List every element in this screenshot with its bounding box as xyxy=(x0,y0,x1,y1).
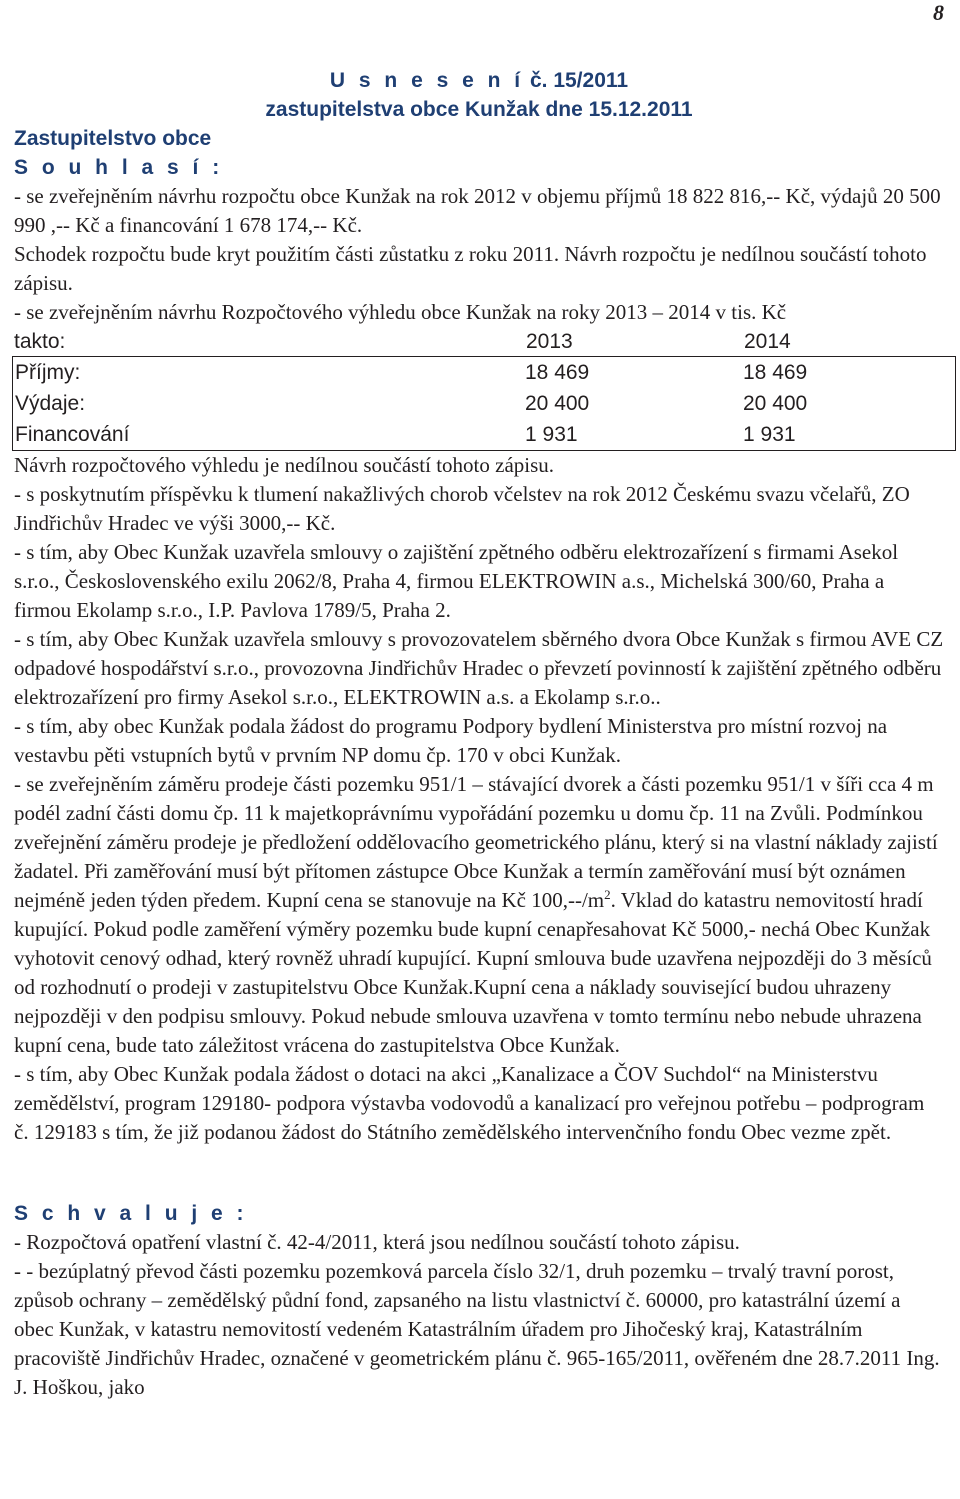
value-2013: 20 400 xyxy=(525,392,590,415)
subsidy-paragraph: - s tím, aby Obec Kunžak podala žádost o dotaci na akci „Kanalizace a ČOV Suchdol“ na Ministerstvu zemědělství, program 129180- podpora výstavba vodovodů a kanalizací pro veřejnou potřebu – podprogram č. 129183 s tím, že již podanou žádost do Státního zemědělského intervenčního fondu Obec vezme zpět. xyxy=(14,1062,925,1144)
land-sale-paragraph xyxy=(14,770,944,1060)
section-spacer xyxy=(14,1147,944,1199)
budget-paragraph-2: Schodek rozpočtu bude kryt použitím části zůstatku z roku 2011. Návrh rozpočtu je nedílnou součástí tohoto zápisu. xyxy=(14,242,927,295)
souhlasi-item: - s tím, aby obec Kunžak podala žádost do programu Podpory bydlení Ministerstva pro místní rozvoj na vestavbu pěti vstupních bytů v prvním NP domu čp. 170 v obci Kunžak. xyxy=(14,714,888,767)
value-2013: 18 469 xyxy=(525,361,590,384)
year-2013-header: 2013 xyxy=(526,330,573,353)
takto-label: takto: xyxy=(14,330,66,353)
resolution-heading: U s n e s e n í xyxy=(329,69,525,92)
document-header xyxy=(14,66,944,124)
land-sale-text: - se zveřejněním záměru prodeje části pozemku 951/1 – stávající dvorek a části pozemku 951/1 v šíři cca 4 m podél zadní části domu čp. 11 k majetkoprávnímu vypořádání pozemku u domu čp. 11 na Zvůli. Podmínkou zveřejnění záměru prodeje je předložení oddělovacího geometrického plánu, který si na vlastní náklady zajistí žadatel. Při zaměřování musí být přítomen zástupce Obce Kunžak a termín zaměřování musí být oznámen nejméně jeden týden předem. Kupní cena se stanovuje na Kč 100,--/m xyxy=(14,772,938,912)
page-number: 8 xyxy=(933,0,944,25)
outlook-header-row xyxy=(14,327,944,356)
schvaluje-list xyxy=(14,1228,944,1402)
year-2014-header: 2014 xyxy=(744,330,791,353)
resolution-document xyxy=(14,66,944,1402)
square-superscript: 2 xyxy=(604,887,611,902)
value-2013: 1 931 xyxy=(525,423,578,446)
souhlasi-heading: S o u h l a s í : xyxy=(14,156,224,179)
souhlasi-list xyxy=(14,451,944,770)
value-2014: 18 469 xyxy=(743,361,808,384)
value-2014: 1 931 xyxy=(743,423,796,446)
souhlasi-item: - s tím, aby Obec Kunžak uzavřela smlouvy s provozovatelem sběrného dvora Obce Kunžak s firmou AVE CZ odpadové hospodářství s.r.o., provozovna Jindřichův Hradec o převzetí povinností k zajištění zpětného odběru elektrozařízení pro firmy Asekol s.r.o., ELEKTROWIN a.s. a Ekolamp s.r.o.. xyxy=(14,627,944,709)
outlook-table-row xyxy=(13,357,956,389)
outlook-table-row xyxy=(13,419,956,451)
row-label: Financování xyxy=(15,423,130,446)
outlook-table xyxy=(12,356,956,451)
budget-paragraph-1: - se zveřejněním návrhu rozpočtu obce Kunžak na rok 2012 v objemu příjmů 18 822 816,-- Kč, výdajů 20 500 990 ,-- Kč a financování 1 678 174,-- Kč. xyxy=(14,184,941,237)
schvaluje-heading: S c h v a l u j e : xyxy=(14,1202,248,1225)
souhlasi-item: - s tím, aby Obec Kunžak uzavřela smlouvy o zajištění zpětného odběru elektrozařízení s firmami Asekol s.r.o., Československého exilu 2062/8, Praha 4, firmou ELEKTROWIN a.s., Michelská 300/60, Praha a firmou Ekolamp s.r.o., I.P. Pavlova 1789/5, Praha 2. xyxy=(14,540,899,622)
header-line-1 xyxy=(14,66,944,95)
outlook-table-row xyxy=(13,388,956,419)
row-label: Příjmy: xyxy=(15,361,81,384)
souhlasi-item: - s poskytnutím příspěvku k tlumení nakažlivých chorob včelstev na rok 2012 Českému svazu včelařů, ZO Jindřichův Hradec ve výši 3000,-- Kč. xyxy=(14,482,910,535)
schvaluje-item: - - bezúplatný převod části pozemku pozemková parcela číslo 32/1, druh pozemku – trvalý travní porost, způsob ochrany – zemědělský půdní fond, zapsaného na listu vlastnictví č. 60000, pro katastrální území a obec Kunžak, v katastru nemovitostí vedeném Katastrálním úřadem pro Jihočeský kraj, Katastrálním pracoviště Jindřichův Hradec, označené v geometrickém plánu č. 965-165/2011, ověřeném dne 28.7.2011 Ing. J. Hoškou, jako xyxy=(14,1259,940,1399)
land-sale-text-continued: . Vklad do katastru nemovitostí hradí kupující. Pokud podle zaměření výměry pozemku bude kupní cenapřesahovat Kč 5000,- nechá Obec Kunžak vyhotovit cenový odhad, který rovněž uhradí kupující. Kupní smlouva bude uzavřena nejpozději do 3 měsíců od rozhodnutí o prodeji v zastupitelstvu Obce Kunžak.Kupní cena a náklady související budou uhrazeny nejpozději v den podpisu smlouvy. Pokud nebude smlouva uzavřena v tomto termínu nebo nebude uhrazena kupní cena, bude tato záležitost vrácena do zastupitelstva Obce Kunžak. xyxy=(14,888,932,1057)
schvaluje-item: - Rozpočtová opatření vlastní č. 42-4/2011, která jsou nedílnou součástí tohoto zápisu. xyxy=(14,1230,740,1254)
row-label: Výdaje: xyxy=(15,392,86,415)
resolution-number: č. 15/2011 xyxy=(529,69,629,92)
souhlasi-item: Návrh rozpočtového výhledu je nedílnou součástí tohoto zápisu. xyxy=(14,453,555,477)
value-2014: 20 400 xyxy=(743,392,808,415)
header-line-2: zastupitelstva obce Kunžak dne 15.12.2011 xyxy=(265,98,693,121)
council-label: Zastupitelstvo obce xyxy=(14,127,212,150)
budget-paragraph-3: - se zveřejněním návrhu Rozpočtového výhledu obce Kunžak na roky 2013 – 2014 v tis. Kč xyxy=(14,300,787,324)
